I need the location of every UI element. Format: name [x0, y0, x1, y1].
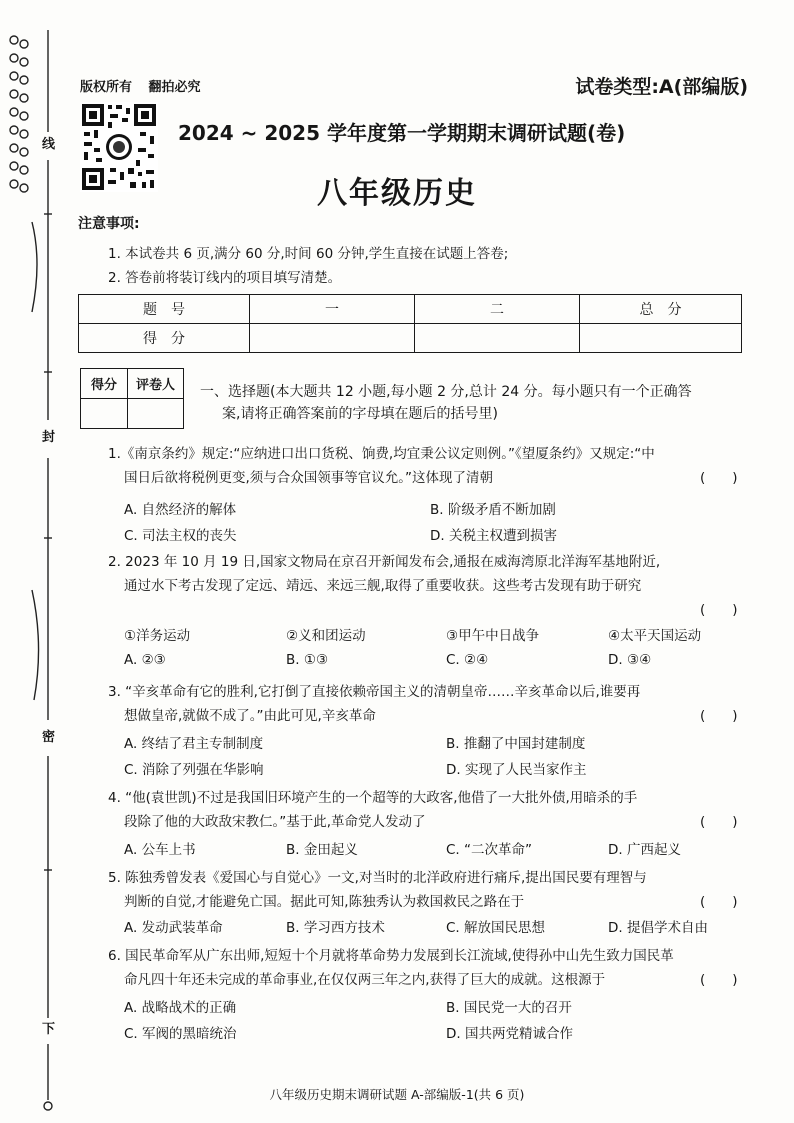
q2-item-1: ①洋务运动 — [124, 628, 191, 644]
question-3-line-1: 3. “辛亥革命有它的胜利,它打倒了直接依赖帝国主义的清朝皇帝……辛亥革命以后,谁要再 — [108, 684, 641, 700]
q6-option-b[interactable]: B. 国民党一大的召开 — [446, 1000, 572, 1016]
q2-option-a[interactable]: A. ②③ — [124, 652, 166, 668]
question-6-line-1: 6. 国民革命军从广东出师,短短十个月就将革命势力发展到长江流域,使得孙中山先生致力国民革 — [108, 948, 674, 964]
question-6-line-2: 命凡四十年还未完成的革命事业,在仅仅两三年之内,获得了巨大的成就。这根源于 — [124, 972, 606, 988]
binding-char-xia: 下 — [42, 1022, 56, 1037]
q3-option-b[interactable]: B. 推翻了中国封建制度 — [446, 736, 586, 752]
q4-option-b[interactable]: B. 金田起义 — [286, 842, 358, 858]
score-table-cell: 总 分 — [580, 295, 742, 324]
score-table-cell: 一 — [250, 295, 415, 324]
q1-option-b[interactable]: B. 阶级矛盾不断加剧 — [430, 502, 556, 518]
rights-text-2: 翻拍必究 — [148, 80, 201, 95]
grader-score-label: 得分 — [81, 369, 128, 399]
binding-char-mi: 密 — [42, 730, 56, 745]
rights-text-1: 版权所有 — [80, 80, 133, 95]
page-footer: 八年级历史期末调研试题 A-部编版-1(共 6 页) — [269, 1087, 525, 1102]
paper-type: 试卷类型:A(部编版) — [575, 76, 748, 98]
q2-option-d[interactable]: D. ③④ — [608, 652, 652, 668]
binding-hole-bottom — [44, 1102, 52, 1110]
section-heading-line-2: 案,请将正确答案前的字母填在题后的括号里) — [222, 406, 498, 422]
answer-bracket-5[interactable]: ( ) — [700, 894, 738, 910]
copyright-notice — [80, 76, 201, 95]
answer-bracket-6[interactable]: ( ) — [700, 972, 738, 988]
question-5-line-1: 5. 陈独秀曾发表《爱国心与自觉心》一文,对当时的北洋政府进行痛斥,提出国民要有理智与 — [108, 870, 647, 886]
q2-option-c[interactable]: C. ②④ — [446, 652, 489, 668]
score-input-cell[interactable] — [415, 324, 580, 353]
q1-option-a[interactable]: A. 自然经济的解体 — [124, 502, 237, 518]
answer-bracket-1[interactable]: ( ) — [700, 470, 738, 486]
question-2-line-1: 2. 2023 年 10 月 19 日,国家文物局在京召开新闻发布会,通报在威海湾原北洋海军基地附近, — [108, 554, 661, 570]
grader-score-cell[interactable] — [81, 399, 128, 429]
question-1-line-1: 1.《南京条约》规定:“应纳进口出口货税、饷费,均宜秉公议定则例。”《望厦条约》又规定:“中 — [108, 446, 655, 462]
q2-item-2: ②义和团运动 — [286, 628, 366, 644]
q6-option-c[interactable]: C. 军阀的黑暗统治 — [124, 1026, 237, 1042]
answer-bracket-2[interactable]: ( ) — [700, 602, 738, 618]
answer-bracket-4[interactable]: ( ) — [700, 814, 738, 830]
score-table-cell: 二 — [415, 295, 580, 324]
section-heading-line-1: 一、选择题(本大题共 12 小题,每小题 2 分,总计 24 分。每小题只有一个正确答 — [200, 384, 692, 400]
q2-item-3: ③甲午中日战争 — [446, 628, 540, 644]
q5-option-b[interactable]: B. 学习西方技术 — [286, 920, 385, 936]
question-4-line-1: 4. “他(袁世凯)不过是我国旧环境产生的一个超等的大政客,他借了一大批外债,用暗杀的手 — [108, 790, 638, 806]
q4-option-d[interactable]: D. 广西起义 — [608, 842, 681, 858]
score-input-cell[interactable] — [580, 324, 742, 353]
q3-option-c[interactable]: C. 消除了列强在华影响 — [124, 762, 264, 778]
q1-option-d[interactable]: D. 关税主权遭到损害 — [430, 528, 557, 544]
score-table-score-row — [79, 324, 742, 353]
notice-item-2: 2. 答卷前将装订线内的项目填写清楚。 — [108, 270, 342, 286]
q4-option-c[interactable]: C. “二次革命” — [446, 842, 532, 858]
q4-option-a[interactable]: A. 公车上书 — [124, 842, 196, 858]
q1-option-c[interactable]: C. 司法主权的丧失 — [124, 528, 237, 544]
q5-option-c[interactable]: C. 解放国民思想 — [446, 920, 546, 936]
grader-box — [80, 368, 184, 429]
q6-option-d[interactable]: D. 国共两党精诚合作 — [446, 1026, 573, 1042]
q2-item-4: ④太平天国运动 — [608, 628, 702, 644]
q3-option-a[interactable]: A. 终结了君主专制制度 — [124, 736, 264, 752]
grader-name-cell[interactable] — [128, 399, 184, 429]
q5-option-d[interactable]: D. 提倡学术自由 — [608, 920, 708, 936]
question-2-line-2: 通过水下考古发现了定远、靖远、来远三舰,取得了重要收获。这些考古发现有助于研究 — [124, 578, 642, 594]
q5-option-a[interactable]: A. 发动武装革命 — [124, 920, 223, 936]
score-table — [78, 294, 742, 353]
notice-heading: 注意事项: — [78, 216, 140, 232]
binding-char-xian: 线 — [42, 137, 56, 152]
q3-option-d[interactable]: D. 实现了人民当家作主 — [446, 762, 587, 778]
subject-title: 八年级历史 — [317, 176, 477, 211]
q2-option-b[interactable]: B. ①③ — [286, 652, 329, 668]
question-1-line-2: 国日后欲将税例更变,须与合众国领事等官议允。”这体现了清朝 — [124, 470, 494, 486]
answer-bracket-3[interactable]: ( ) — [700, 708, 738, 724]
notice-item-1: 1. 本试卷共 6 页,满分 60 分,时间 60 分钟,学生直接在试题上答卷; — [108, 246, 509, 262]
score-table-cell: 得 分 — [79, 324, 250, 353]
question-5-line-2: 判断的自觉,才能避免亡国。据此可知,陈独秀认为救国救民之路在于 — [124, 894, 525, 910]
exam-title: 2024 ~ 2025 学年度第一学期期末调研试题(卷) — [178, 121, 626, 145]
score-table-header-row — [79, 295, 742, 324]
question-3-line-2: 想做皇帝,就做不成了。”由此可见,辛亥革命 — [124, 708, 376, 724]
binding-char-feng: 封 — [42, 430, 56, 445]
question-4-line-2: 段除了他的大政敌宋教仁。”基于此,革命党人发动了 — [124, 814, 426, 830]
score-table-cell: 题 号 — [79, 295, 250, 324]
q6-option-a[interactable]: A. 战略战术的正确 — [124, 1000, 237, 1016]
score-input-cell[interactable] — [250, 324, 415, 353]
grader-name-label: 评卷人 — [128, 369, 184, 399]
